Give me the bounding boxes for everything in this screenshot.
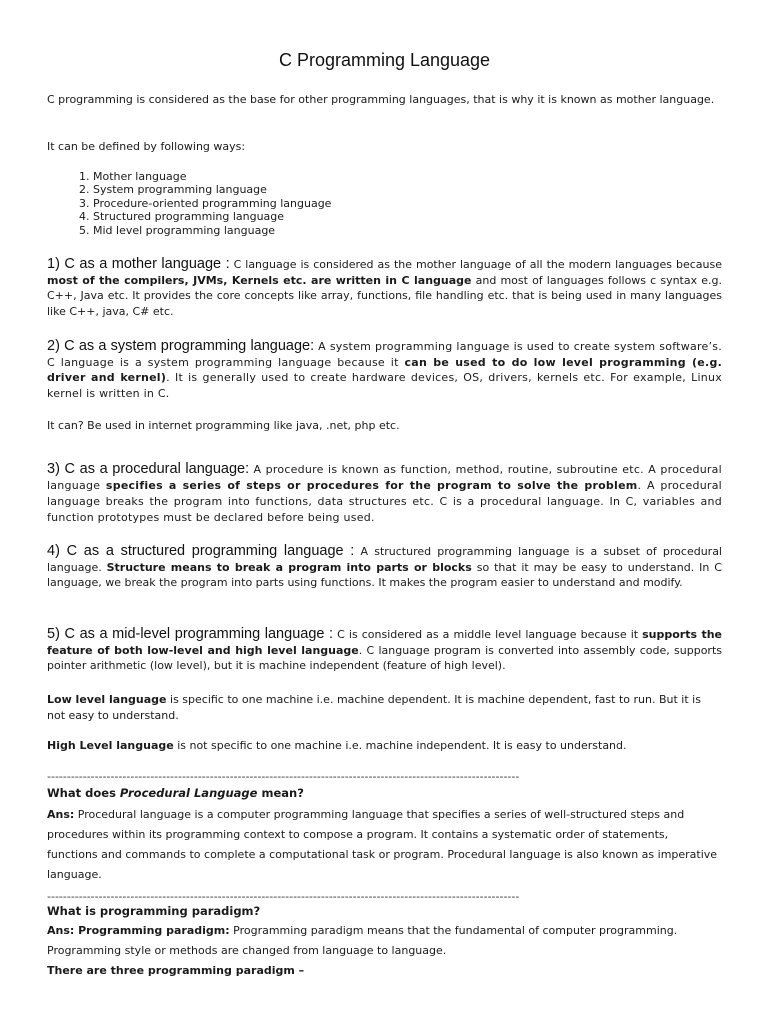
list-item: 1. Mother language (93, 170, 331, 183)
list-item: 2. System programming language (93, 183, 331, 196)
section-system-language: 2) C as a system programming language: A system programming language is used to create system software’s. C language is a system programming language because it can be used to do low level programming (e.g. driver and kernel). It is generally used to create hardware devices, OS, drivers, kernels etc. For example, Linux kernel is written in C. (47, 338, 722, 400)
answer-paradigm: Ans: Programming paradigm: Programming paradigm means that the fundamental of computer programming. Programming style or methods are changed from language to language. (47, 924, 678, 957)
section-mother-language: 1) C as a mother language : C language is considered as the mother language of all the modern languages because most of the compilers, JVMs, Kernels etc. are written in C language and most of languages follows c syntax e.g. C++, Java etc. It provides the core concepts like array, functions, file handling etc. that is being used in many languages like C++, java, C# etc. (47, 256, 722, 318)
three-paradigms-text: There are three programming paradigm – (47, 964, 305, 977)
low-level-paragraph: Low level language is specific to one machine i.e. machine dependent. It is machine dependent, fast to run. But it is not easy to understand. (47, 693, 701, 722)
question-paradigm: What is programming paradigm? (47, 904, 261, 918)
list-item: 3. Procedure-oriented programming language (93, 197, 331, 210)
list-item: 4. Structured programming language (93, 210, 331, 223)
divider-line: ----------------------------------------------------------------------------------------------------------------------- (47, 771, 520, 783)
section-heading: 1) C as a mother language : (47, 256, 230, 272)
internet-note: It can? Be used in internet programming like java, .net, php etc. (47, 419, 400, 432)
answer-procedural: Ans: Procedural language is a computer programming language that specifies a series of well-structured steps and procedures within its programming context to compose a program. It contains a systematic order of statements, functions and commands to complete a computational task or program. Procedural language is also known as imperative language. (47, 808, 718, 881)
divider-line: ----------------------------------------------------------------------------------------------------------------------- (47, 891, 520, 903)
section-procedural-language: 3) C as a procedural language: A procedure is known as function, method, routine, subroutine etc. A procedural language specifies a series of steps or procedures for the program to solve the problem. A procedural language breaks the program into functions, data structures etc. C is a procedural language. In C, variables and function prototypes must be declared before being used. (47, 461, 722, 524)
section-mid-level-language: 5) C as a mid-level programming language : C is considered as a middle level language because it supports the feature of both low-level and high level language. C language program is converted into assembly code, supports pointer arithmetic (low level), but it is machine independent (feature of high level). (47, 626, 722, 672)
high-level-paragraph: High Level language is not specific to one machine i.e. machine independent. It is easy to understand. (47, 739, 627, 752)
page-title: C Programming Language (278, 50, 491, 70)
section-heading: 3) C as a procedural language: (47, 461, 250, 477)
section-structured-language: 4) C as a structured programming language : A structured programming language is a subset of procedural language. Structure means to break a program into parts or blocks so that it may be easy to understand. In C language, we break the program into parts using functions. It makes the program easier to understand and modify. (47, 543, 722, 589)
list-item: 5. Mid level programming language (93, 224, 331, 237)
ways-list (47, 170, 331, 237)
section-heading: 5) C as a mid-level programming language : (47, 626, 334, 642)
section-heading: 2) C as a system programming language: (47, 338, 315, 354)
defined-by-text: It can be defined by following ways: (47, 140, 246, 153)
section-heading: 4) C as a structured programming language : (47, 543, 355, 559)
intro-paragraph: C programming is considered as the base for other programming languages, that is why it is known as mother language. (47, 93, 715, 106)
question-procedural: What does Procedural Language mean? (47, 786, 304, 800)
